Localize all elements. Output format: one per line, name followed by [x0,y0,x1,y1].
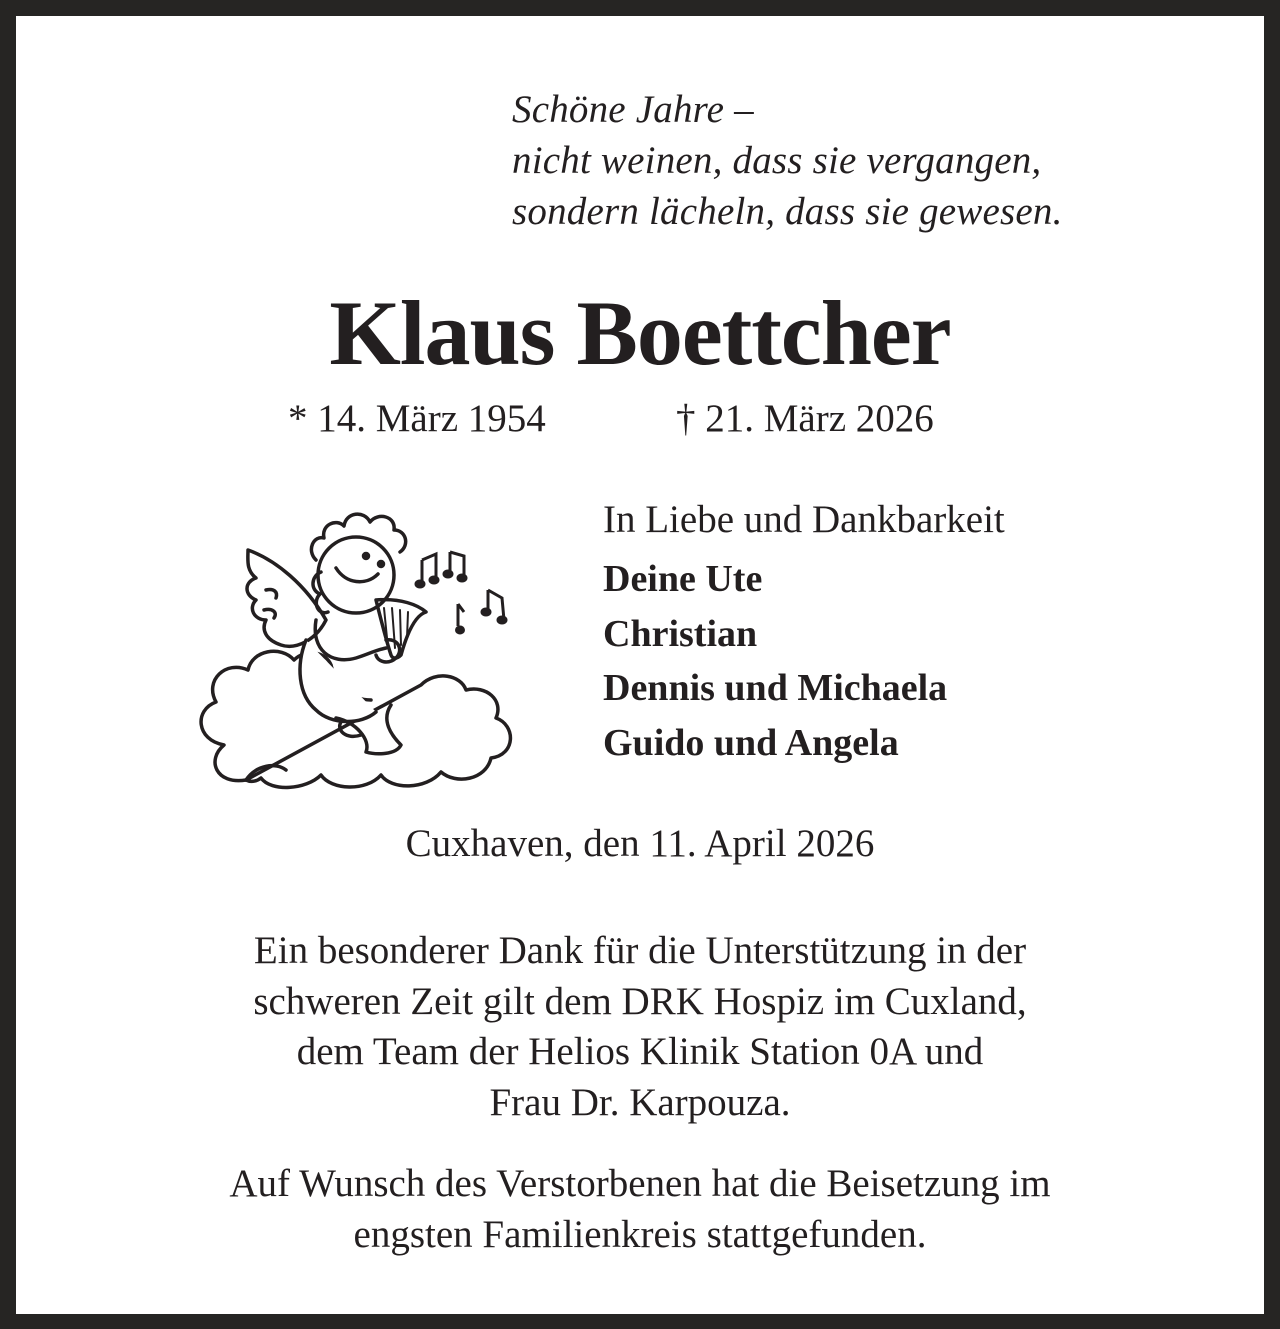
burial-line: engsten Familienkreis stattgefunden. [353,1213,927,1256]
family-member: Guido und Angela [603,721,899,764]
family-member: Christian [603,612,758,655]
motto-line: nicht weinen, dass sie vergangen, [512,139,1042,182]
family-signatures [603,492,1005,770]
motto-line: sondern lächeln, dass sie gewesen. [512,190,1063,233]
burial-note [16,1158,1264,1260]
family-member: Deine Ute [603,558,763,600]
burial-line: Auf Wunsch des Verstorbenen hat die Beisetzung im [229,1162,1051,1205]
thanks-paragraph [16,926,1264,1128]
cherub-with-harp-on-cloud-icon [186,490,526,800]
family-intro: In Liebe und Dankbarkeit [603,498,1005,541]
family-member: Dennis und Michaela [603,667,948,709]
thanks-line: Ein besonderer Dank für die Unterstützung in der [253,929,1027,972]
motto-line: Schöne Jahre – [512,88,754,131]
motto-quote [512,84,1063,237]
deceased-name: Klaus Boettcher [329,282,951,384]
thanks-line: Frau Dr. Karpouza. [489,1080,791,1124]
thanks-line: dem Team der Helios Klinik Station 0A und [296,1030,984,1073]
obituary-notice [16,16,1264,1314]
music-notes-icon [414,550,524,650]
place-and-date: Cuxhaven, den 11. April 2026 [405,822,875,865]
death-date: † 21. März 2026 [676,397,934,440]
birth-date: * 14. März 1954 [288,397,546,440]
thanks-line: schweren Zeit gilt dem DRK Hospiz im Cuxland, [253,979,1027,1023]
